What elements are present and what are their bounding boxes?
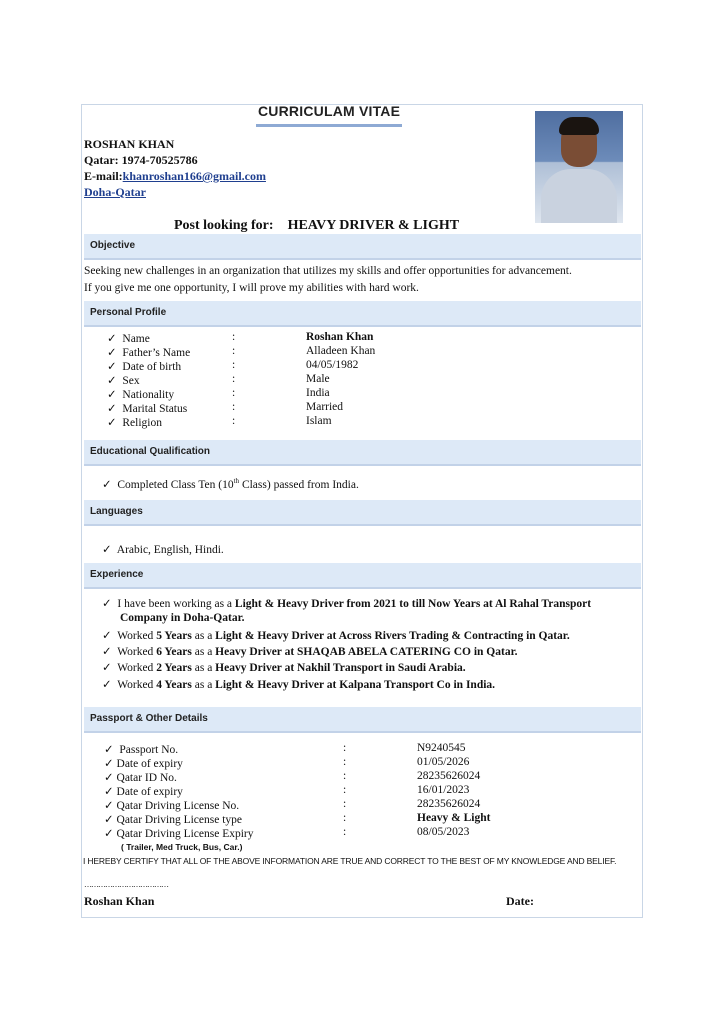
profile-row [107,373,140,387]
profile-photo [535,111,623,223]
languages-item [102,542,224,556]
check-icon: ✓ [102,598,112,610]
check-icon: ✓ [104,744,114,756]
passport-row: ✓ Qatar Driving License type [104,814,243,826]
profile-label: Nationality [122,389,175,401]
profile-label: Father’s Name [122,347,191,359]
signature-name: Roshan Khan [84,894,155,908]
profile-label: Religion [122,417,163,429]
section-title: Languages [90,506,143,517]
passport-row: ✓ Date of expiry [104,758,183,770]
profile-colon: : [232,387,236,399]
passport-value: 28235626024 [417,770,481,782]
check-icon: ✓ [104,828,114,840]
document-title: CURRICULAM VITAE [258,103,401,119]
profile-row [107,331,150,345]
check-icon: ✓ [104,758,114,770]
section-passport [84,707,641,733]
experience-item: ✓ Worked 5 Years as a Light & Heavy Driver at Across Rivers Trading & Contracting in Qatar. [102,630,570,642]
check-icon: ✓ [104,786,114,798]
check-icon: ✓ [102,646,112,658]
profile-colon: : [232,373,236,385]
education-item [102,477,359,491]
passport-colon: : [343,756,347,768]
experience-item: ✓ Worked 6 Years as a Heavy Driver at SHAQAB ABELA CATERING CO in Qatar. [102,646,518,658]
passport-value: 16/01/2023 [417,784,470,796]
experience-item: ✓ I have been working as a Light & Heavy Driver from 2021 to till Now Years at Al Rahal Transport [102,598,592,610]
check-icon: ✓ [107,347,117,359]
profile-value: Married [306,401,344,413]
passport-value: N9240545 [417,742,466,754]
profile-colon: : [232,401,236,413]
passport-row: ✓ Qatar ID No. [104,772,177,784]
profile-value: Alladeen Khan [306,345,376,357]
location-line [84,185,146,200]
profile-value: 04/05/1982 [306,359,359,371]
passport-colon: : [343,812,347,824]
signature-line: ……………………………… [84,880,168,889]
check-icon: ✓ [102,679,112,691]
check-icon: ✓ [107,375,117,387]
profile-row [107,359,181,373]
passport-colon: : [343,798,347,810]
check-icon: ✓ [104,814,114,826]
objective-line-2: If you give me one opportunity, I will prove my abilities with hard work. [84,282,419,294]
section-title: Objective [90,240,136,251]
profile-label: Date of birth [122,361,182,373]
passport-value: 28235626024 [417,798,481,810]
languages-text: Arabic, English, Hindi. [116,544,224,556]
section-title: Educational Qualification [90,446,211,457]
passport-row: ✓ Date of expiry [104,786,183,798]
profile-label: Marital Status [122,403,188,415]
post-value: HEAVY DRIVER & LIGHT [287,218,460,233]
post-looking-for [174,218,459,234]
profile-value: Roshan Khan [306,331,374,343]
section-title: Personal Profile [90,307,167,318]
section-experience [84,563,641,589]
section-title: Passport & Other Details [90,713,208,724]
passport-colon: : [343,826,347,838]
passport-row: ✓ Qatar Driving License Expiry [104,828,254,840]
check-icon: ✓ [107,389,117,401]
check-icon: ✓ [107,417,117,429]
experience-item: ✓ Worked 4 Years as a Light & Heavy Driver at Kalpana Transport Co in India. [102,679,496,691]
post-label: Post looking for: [174,218,274,233]
profile-row [107,401,187,415]
profile-colon: : [232,359,236,371]
passport-row: ✓ Qatar Driving License No. [104,800,240,812]
profile-row [107,387,174,401]
education-text-end: Class) passed from India. [239,479,359,491]
check-icon: ✓ [107,361,117,373]
passport-colon: : [343,784,347,796]
passport-row: ✓ Passport No. [104,744,179,756]
experience-item-continued: Company in Doha-Qatar. [120,612,245,624]
profile-colon: : [232,415,236,427]
section-title: Experience [90,569,144,580]
profile-row [107,415,162,429]
check-icon: ✓ [102,479,112,491]
date-label: Date: [506,894,534,908]
location-link[interactable]: Doha-Qatar [84,185,146,199]
section-personal-profile [84,301,641,327]
profile-label: Sex [122,375,140,387]
profile-value: Male [306,373,330,385]
check-icon: ✓ [107,403,117,415]
section-objective [84,234,641,260]
email-line [84,169,266,184]
email-label: E-mail: [84,169,123,183]
section-languages [84,500,641,526]
check-icon: ✓ [104,772,114,784]
objective-line-1: Seeking new challenges in an organization that utilizes my skills and offer opportunities for advancement. [84,265,572,277]
check-icon: ✓ [102,662,112,674]
section-education [84,440,641,466]
profile-value: Islam [306,415,332,427]
photo-hair [559,117,599,135]
certification-statement: I HEREBY CERTIFY THAT ALL OF THE ABOVE INFORMATION ARE TRUE AND CORRECT TO THE BEST OF MY KNOWLEDGE AND BELIEF. [83,856,617,866]
profile-colon: : [232,345,236,357]
license-note: ( Trailer, Med Truck, Bus, Car.) [121,842,243,852]
photo-shirt [541,169,617,223]
check-icon: ✓ [104,800,114,812]
phone-number: Qatar: 1974-70525786 [84,153,198,167]
applicant-name: ROSHAN KHAN [84,137,175,151]
experience-item: ✓ Worked 2 Years as a Heavy Driver at Nakhil Transport in Saudi Arabia. [102,662,466,674]
check-icon: ✓ [102,544,112,556]
passport-value: Heavy & Light [417,812,491,824]
profile-colon: : [232,331,236,343]
education-text-start: Completed Class Ten (10 [117,479,234,491]
education-superscript: th [233,477,240,486]
profile-row [107,345,190,359]
title-underline [256,124,402,127]
email-link[interactable]: khanroshan166@gmail.com [122,169,266,183]
passport-colon: : [343,742,347,754]
passport-value: 01/05/2026 [417,756,470,768]
passport-value: 08/05/2023 [417,826,470,838]
passport-colon: : [343,770,347,782]
profile-value: India [306,387,330,399]
check-icon: ✓ [107,333,117,345]
check-icon: ✓ [102,630,112,642]
profile-label: Name [122,333,150,345]
